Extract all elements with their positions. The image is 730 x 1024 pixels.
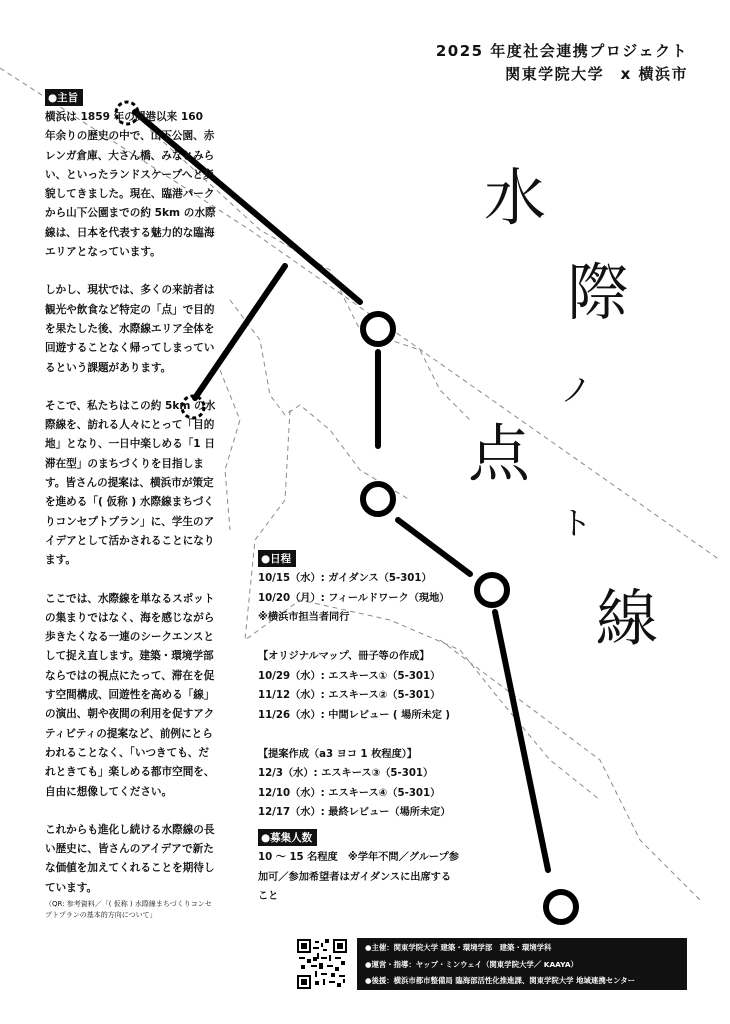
qr-code-icon[interactable] <box>297 939 347 989</box>
schedule-line <box>258 628 468 648</box>
schedule-line: 10/29（水）: エスキース①（5-301） <box>258 670 441 682</box>
intro-section <box>45 86 217 921</box>
credit-line-host: ●主催：関東学院大学 建築・環境学部 建築・環境学科 <box>365 943 552 952</box>
route-node-2 <box>363 484 393 514</box>
recruit-body <box>258 848 488 907</box>
recruit-heading: ●募集人数 <box>258 829 317 846</box>
header-organizers: 関東学院大学 x 横浜市 <box>505 65 688 83</box>
recruit-line: 10 ～ 15 名程度 ※学年不問／グループ参 <box>258 852 459 863</box>
intro-paragraph: ここでは、水際線を単なるスポットの集まりではなく、海を感じながら歩きたくなる一連のシークエンスとして捉え直します。建築・環境学部ならではの視点にたって、滞在を促す空間構成、回遊性を高める「線」の演出、朝や夜間の利用を促すアクティビティの提案など、前例にとらわれることなく、「いつきても、だれときても」楽しめる都市空間を、自由に想像してください。 <box>45 592 215 798</box>
credit-line-operation: ●運営・指導：ヤップ・ミンウェイ（関東学院大学／ KAAYA） <box>365 959 578 969</box>
intro-paragraph: これからも進化し続ける水際線の長い歴史に、皆さんのアイデアで新たな価値を加えてくれることを期待しています。 <box>45 823 215 894</box>
schedule-section <box>258 547 468 823</box>
intro-paragraph: 横浜は 1859 年の開港以来 160 年余りの歴史の中で、山下公園、赤レンガ倉庫、大さん橋、みなとみらい、といったランドスケープへと変貌してきました。現在、臨港パークから山下公園までの約 5km の水際線は、日本を代表する魅力的な臨海エリアとなっています。 <box>45 111 216 259</box>
title-char-4: 点 <box>468 417 531 490</box>
intro-heading: ●主旨 <box>45 89 83 106</box>
recruit-line: 加可／参加希望者はガイダンスに出席する <box>258 871 452 883</box>
intro-paragraph: そこで、私たちはこの約 5km の水際線を、訪れる人々にとって「目的地」となり、一日中楽しめる「1 日滞在型」のまちづくりを目指します。皆さんの提案は、横浜市が策定を進める「( 仮称 ) 水際線まちづくりコンセプトプラン」に、学生のアイデアとして活かされることになります。 <box>45 399 216 567</box>
schedule-line: 12/17（水）: 最終レビュー（場所未定） <box>258 807 451 818</box>
schedule-line: 11/12（水）: エスキース②（5-301） <box>258 690 441 701</box>
route-segment-5 <box>495 612 548 870</box>
title-char-3: ノ <box>560 371 593 409</box>
header-project-title: 2025 年度社会連携プロジェクト <box>435 42 688 60</box>
schedule-line: ※横浜市担当者同行 <box>258 612 350 623</box>
schedule-line: 【提案作成（a3 ヨコ 1 枚程度）】 <box>258 748 418 760</box>
schedule-line <box>258 725 468 745</box>
title-char-6: 線 <box>596 582 659 655</box>
schedule-line: 10/20（月）: フィールドワーク（現地） <box>258 592 450 604</box>
schedule-heading: ●日程 <box>258 550 296 567</box>
schedule-list <box>258 569 468 823</box>
credit-line-support: ●後援：横浜市都市整備局 臨海部活性化推進課、関東学院大学 地域連携センター <box>365 976 635 985</box>
schedule-line: 12/10（水）: エスキース④（5-301） <box>258 787 441 799</box>
schedule-line: 11/26（水）: 中間レビュー ( 場所未定 ) <box>258 709 451 721</box>
route-node-4 <box>546 892 576 922</box>
dashed-area-left <box>220 370 240 530</box>
schedule-line: 10/15（水）: ガイダンス（5-301） <box>258 573 432 584</box>
title-char-5: ト <box>560 504 593 542</box>
reference-note: （QR: 参考資料／「( 仮称 ) 水際線まちづくりコンセプトプランの基本的方向について」 <box>45 899 212 919</box>
schedule-line: 12/3（水）: エスキース③（5-301） <box>258 768 434 779</box>
schedule-line: 【オリジナルマップ、冊子等の作成】 <box>258 651 430 662</box>
route-node-3 <box>477 575 507 605</box>
credits-bar <box>357 938 687 990</box>
route-node-1 <box>363 314 393 344</box>
recruit-section <box>258 826 488 907</box>
title-char-1: 水 <box>484 161 547 234</box>
recruit-line: こと <box>258 891 279 902</box>
intro-body <box>45 108 217 898</box>
title-char-2: 際 <box>567 256 630 329</box>
intro-paragraph: しかし、現状では、多くの来訪者は観光や飲食など特定の「点」で目的を果たした後、水際線エリア全体を回遊することなく帰ってしまっているという課題があります。 <box>45 284 215 374</box>
